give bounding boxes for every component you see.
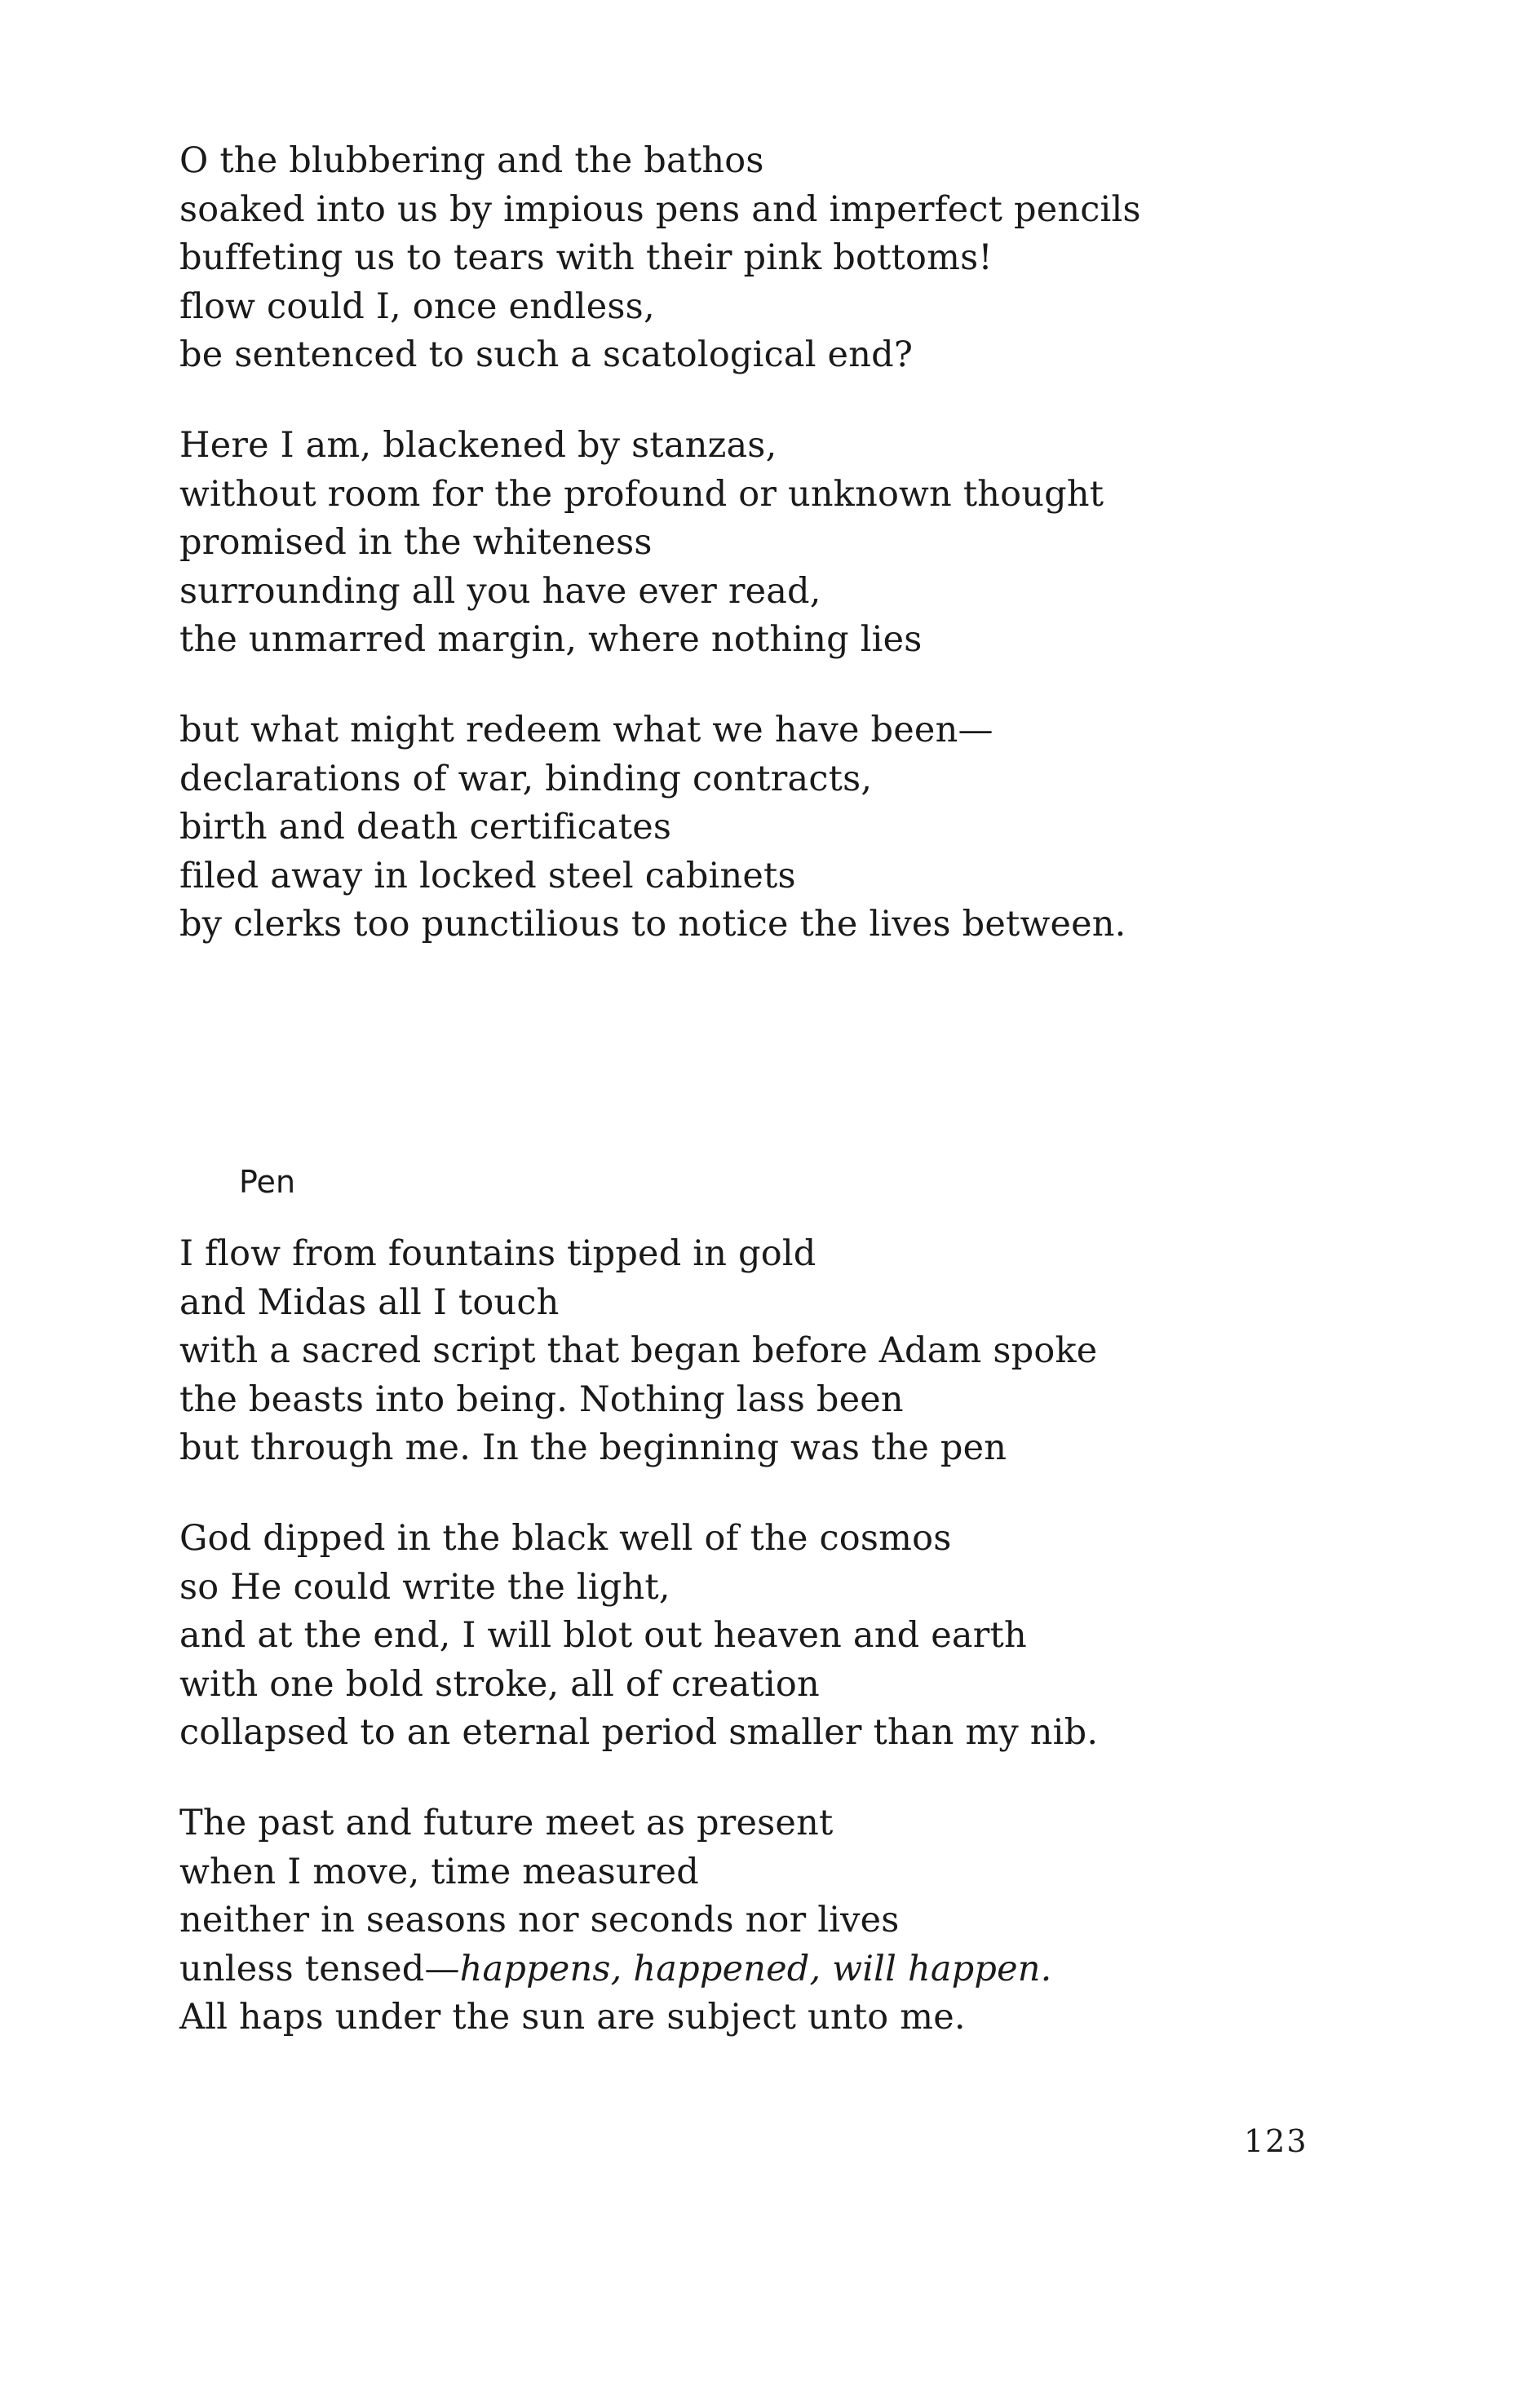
verse-line: but through me. In the beginning was the pen: [179, 1427, 1007, 1469]
page-number: 123: [1244, 2123, 1308, 2159]
verse-line: without room for the profound or unknown thought: [179, 473, 1104, 515]
poem-pen: [179, 1230, 1098, 2042]
verse-line: but what might redeem what we have been—: [179, 709, 993, 750]
stanza-1: [179, 1230, 1098, 1473]
verse-line: so He could write the light,: [179, 1566, 670, 1608]
stanza-3: [179, 1799, 1098, 2042]
verse-line: the unmarred margin, where nothing lies: [179, 619, 923, 661]
verse-line: God dipped in the black well of the cosmos: [179, 1517, 952, 1559]
verse-line: Here I am, blackened by stanzas,: [179, 424, 777, 466]
verse-line: O the blubbering and the bathos: [179, 140, 764, 181]
verse-line: with one bold stroke, all of creation: [179, 1663, 820, 1705]
verse-line: neither in seasons nor seconds nor lives: [179, 1900, 900, 1941]
verse-line: birth and death certificates: [179, 807, 672, 848]
stanza-2: [179, 422, 1141, 665]
verse-line: filed away in locked steel cabinets: [179, 855, 796, 896]
poem-title: Pen: [239, 1164, 296, 1200]
stanza-3: [179, 706, 1141, 949]
verse-line: and Midas all I touch: [179, 1281, 560, 1323]
verse-line: by clerks too punctilious to notice the lives between.: [179, 904, 1126, 945]
verse-line: The past and future meet as present: [179, 1802, 834, 1843]
verse-line: I flow from fountains tipped in gold: [179, 1233, 816, 1274]
verse-line: All haps under the sun are subject unto me.: [179, 1997, 966, 2038]
verse-text: unless tensed—: [179, 1948, 460, 1989]
verse-line-mixed: [179, 1945, 1098, 1994]
verse-line: buffeting us to tears with their pink bottoms!: [179, 237, 993, 279]
verse-line: and at the end, I will blot out heaven and earth: [179, 1615, 1027, 1657]
poem-continuation: [179, 137, 1141, 949]
verse-line: be sentenced to such a scatological end?: [179, 334, 914, 376]
verse-line: when I move, time measured: [179, 1851, 699, 1892]
verse-line: the beasts into being. Nothing lass been: [179, 1378, 904, 1420]
verse-line: with a sacred script that began before Adam spoke: [179, 1330, 1098, 1372]
stanza-1: [179, 137, 1141, 380]
stanza-2: [179, 1515, 1098, 1758]
verse-line: declarations of war, binding contracts,: [179, 758, 873, 799]
italic-verse-text: happens, happened, will happen.: [459, 1948, 1052, 1989]
verse-line: flow could I, once endless,: [179, 285, 655, 327]
verse-line: soaked into us by impious pens and imperfect pencils: [179, 188, 1141, 230]
verse-line: promised in the whiteness: [179, 522, 653, 564]
verse-line: collapsed to an eternal period smaller than my nib.: [179, 1712, 1099, 1754]
verse-line: surrounding all you have ever read,: [179, 570, 821, 612]
